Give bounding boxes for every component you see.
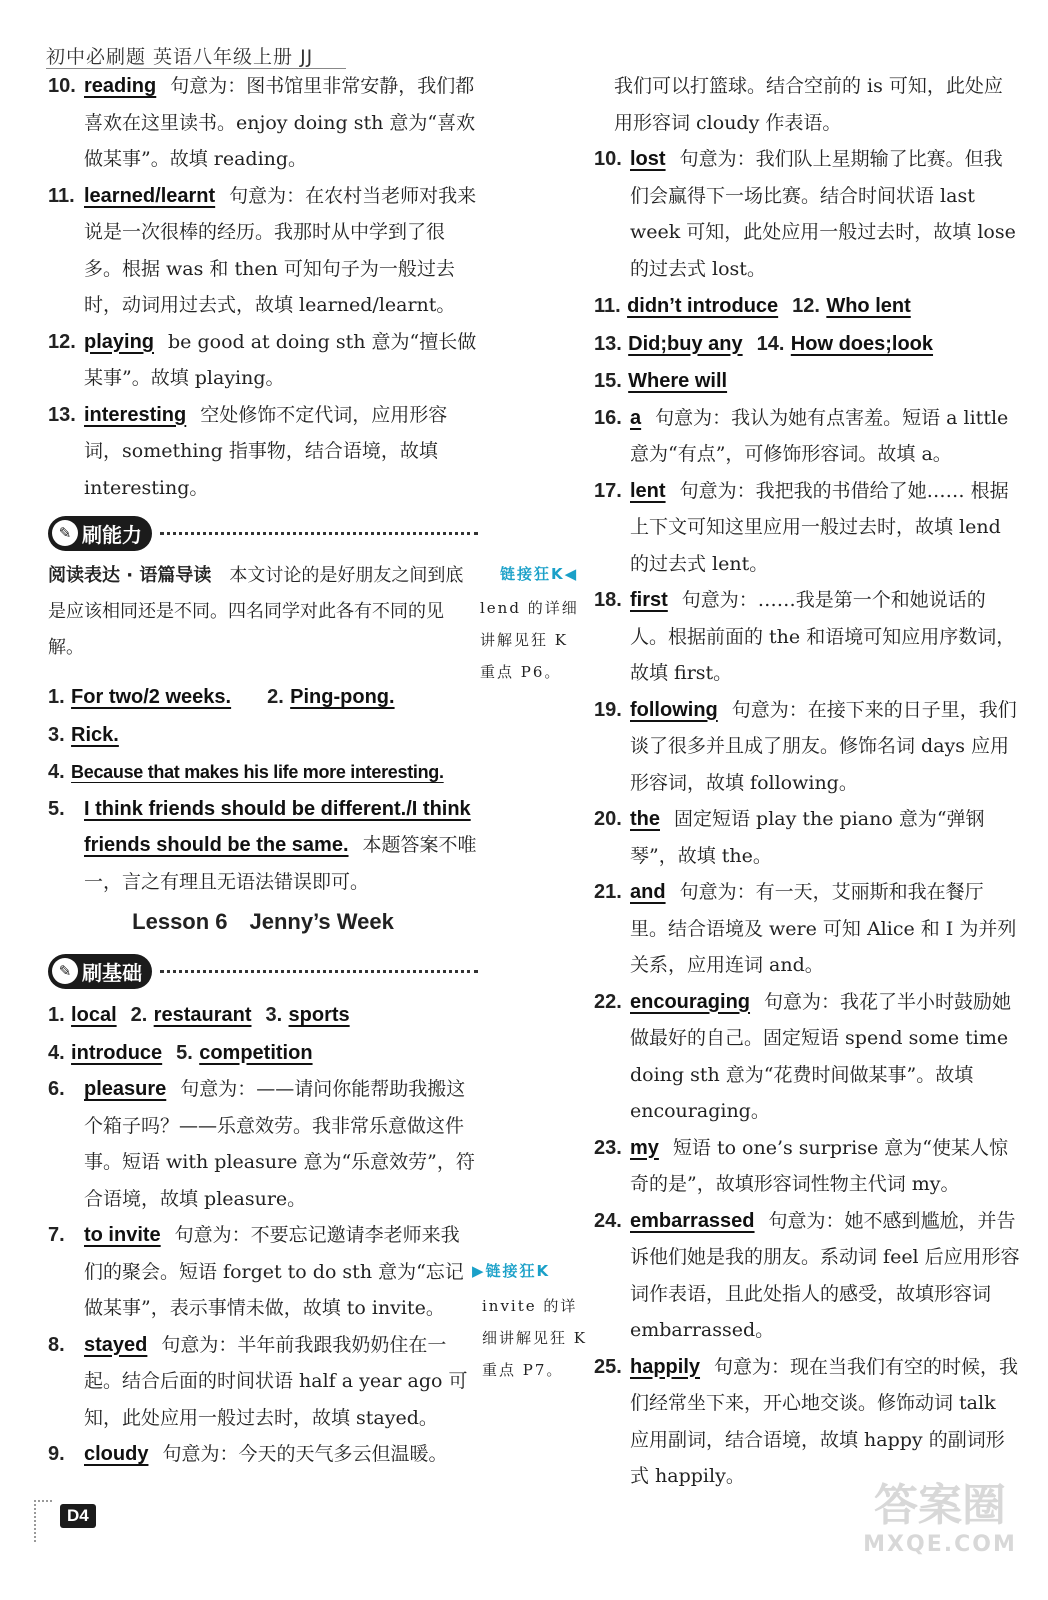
dotted-divider [160, 970, 478, 973]
answer-entry: 13. interesting 空处修饰不定代词，应用形容词，something 指事物，结合语境，故填 interesting。 [48, 403, 448, 499]
answer-entry: 18. first 句意为：……我是第一个和她说话的人。根据前面的 the 和语境可知应用序数词，故填 first。 [594, 589, 1016, 684]
section-badge: ✎ 刷基础 [48, 954, 152, 989]
pencil-icon: ✎ [52, 958, 78, 984]
page-header: 初中必刷题 英语八年级上册 JJ [46, 46, 314, 68]
reading-answers-row: 4. Because that makes his life more interesting. [48, 761, 444, 783]
reading-answers-row: 5. I think friends should be different./I think friends should be the same. 本题答案不唯一，言之有理且无语法错误即可。 [48, 797, 477, 893]
section-badge: ✎ 刷能力 [48, 516, 152, 551]
reading-guide: 阅读表达 · 语篇导读 本文讨论的是好朋友之间到底是应该相同还是不同。四名同学对此各有不同的见解。 [48, 565, 464, 658]
basic-answers-row: 4. introduce 5. competition [48, 1041, 313, 1064]
section-ability [48, 512, 478, 554]
answer-entry: 19. following 句意为：在接下来的日子里，我们谈了很多并且成了朋友。修饰名词 days 应用形容词，故填 following。 [594, 698, 1017, 794]
link-label: 链接狂K◀ [500, 565, 579, 583]
basic-answers-row: 1. local 2. restaurant 3. sports [48, 1004, 350, 1026]
answer-entry: 22. encouraging 句意为：我花了半小时鼓励她做最好的自己。固定短语 spend some time doing sth 意为“花费时间做某事”。故填 encouraging。 [594, 990, 1012, 1122]
short-answers-row: 11. didn’t introduce 12. Who lent [594, 295, 911, 317]
answer-entry: 6. pleasure 句意为：——请问你能帮助我搬这个箱子吗？——乐意效劳。我非常乐意做这件事。短语 with pleasure 意为“乐意效劳”，符合语境，故填 pleasure。 [48, 1078, 475, 1210]
answer-entry: 10. reading 句意为：图书馆里非常安静，我们都喜欢在这里读书。enjoy doing sth 意为“喜欢做某事”。故填 reading。 [48, 75, 476, 170]
watermark: 答案圈 MXQE.COM [863, 1480, 1017, 1557]
dotted-divider [160, 532, 478, 535]
reading-answers-row: 3. Rick. [48, 723, 119, 746]
answer-entry: 17. lent 句意为：我把我的书借给了她…… 根据上下文可知这里应用一般过去时，故填 lend 的过去式 lent。 [594, 479, 1009, 575]
pencil-icon: ✎ [52, 520, 78, 546]
answer-entry: 12. playing be good at doing sth 意为“擅长做某事”。故填 playing。 [48, 330, 477, 389]
answer-entry: 11. learned/learnt 句意为：在农村当老师对我来说是一次很棒的经历。我那时从中学到了很多。根据 was 和 then 可知句子为一般过去时，动词用过去式，故填 learned/learnt。 [48, 184, 477, 316]
answer-entry: 7. to invite 句意为：不要忘记邀请李老师来我们的聚会。短语 forget to do sth 意为“忘记做某事”，表示事情未做，故填 to invite。 [48, 1224, 464, 1319]
section-basics [48, 950, 478, 992]
left-column [48, 68, 478, 1473]
answer-entry: 8. stayed 句意为：半年前我跟我奶奶住在一起。结合后面的时间状语 half a year ago 可知，此处应用一般过去时，故填 stayed。 [48, 1333, 468, 1429]
continuation-text: 我们可以打篮球。结合空前的 is 可知，此处应用形容词 cloudy 作表语。 [614, 75, 1003, 134]
short-answers-row: 13. Did;buy any 14. How does;look [594, 332, 934, 355]
short-answers-row: 15. Where will [594, 370, 728, 392]
link-label: ▶链接狂K [472, 1262, 551, 1280]
side-note: lend 的详细讲解见狂 K 重点 P6。 [480, 599, 579, 681]
answer-entry: 10. lost 句意为：我们队上星期输了比赛。但我们会赢得下一场比赛。结合时间状语 last week 可知，此处应用一般过去时，故填 lose 的过去式 lost。 [594, 148, 1016, 280]
side-note: invite 的详细讲解见狂 K 重点 P7。 [482, 1297, 587, 1379]
lesson-title: Lesson 6 Jenny’s Week [132, 909, 394, 934]
answer-entry: 23. my 短语 to one’s surprise 意为“使某人惊奇的是”，故填形容词性物主代词 my。 [594, 1136, 1008, 1195]
page-number: D4 [60, 1504, 96, 1528]
answer-entry: 16. a 句意为：我认为她有点害羞。短语 a little 意为“有点”，可修饰形容词。故填 a。 [594, 406, 1009, 465]
right-column [594, 68, 1020, 1495]
page-corner-mark [34, 1500, 52, 1542]
reading-answers-row: 1. For two/2 weeks. 2. Ping-pong. [48, 686, 395, 708]
answer-entry: 25. happily 句意为：现在当我们有空的时候，我们经常坐下来，开心地交谈。修饰动词 talk 应用副词，结合语境，故填 happy 的副词形式 happily。 [594, 1355, 1019, 1487]
answer-entry: 24. embarrassed 句意为：她不感到尴尬，并告诉他们她是我的朋友。系动词 feel 后应用形容词作表语，且此处指人的感受，故填形容词 embarrassed。 [594, 1209, 1020, 1341]
answer-entry: 9. cloudy 句意为：今天的天气多云但温暖。 [48, 1443, 448, 1465]
answer-entry: 21. and 句意为：有一天，艾丽斯和我在餐厅里。结合语境及 were 可知 Alice 和 I 为并列关系，应用连词 and。 [594, 881, 1017, 976]
answer-entry: 20. the 固定短语 play the piano 意为“弹钢琴”，故填 the。 [594, 808, 985, 867]
